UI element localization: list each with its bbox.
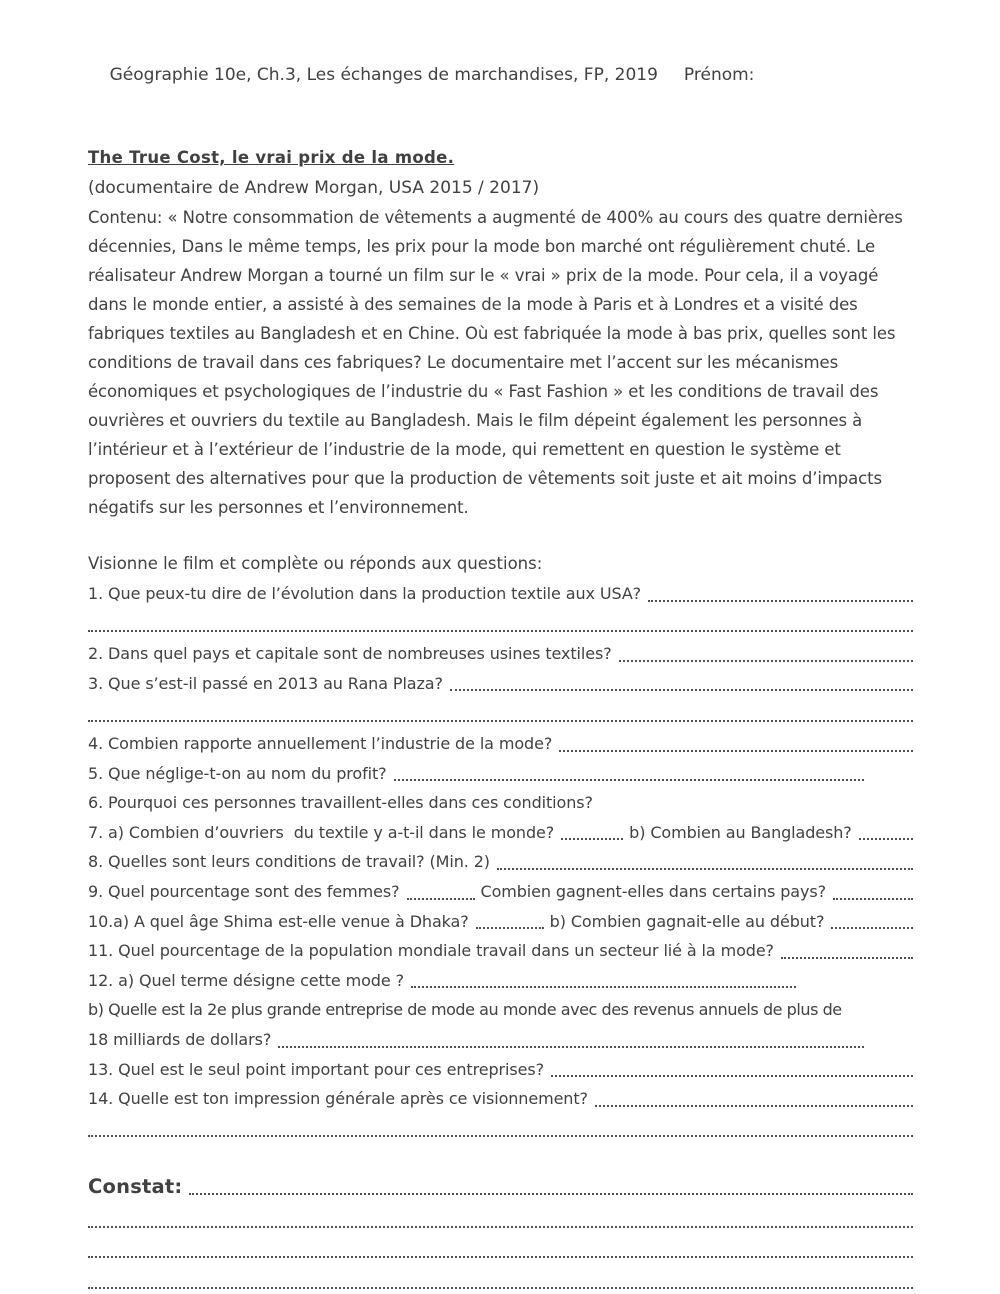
answer-blank-q5 <box>394 779 864 781</box>
film-title: The True Cost, le vrai prix de la mode. <box>88 148 455 167</box>
question-3 <box>88 669 914 699</box>
question-12b-text-continued: 18 milliards de dollars? <box>88 1029 272 1049</box>
film-description: Contenu: « Notre consommation de vêtements a augmenté de 400% au cours des quatre dernières décennies, Dans le même temps, les prix pour la mode bon marché ont régulièrement chuté. Le réalisateur Andrew Morgan a tourné un film sur le « vrai » prix de la mode. Pour cela, il a voyagé dans le monde entier, a assisté à des semaines de la mode à Paris et à Londres et a visité des fabriques textiles au Bangladesh et en Chine. Où est fabriquée la mode à bas prix, quelles sont les conditions de travail dans ces fabriques? Le documentaire met l’accent sur les mécanismes économiques et psychologiques de l’industrie du « Fast Fashion » et les conditions de travail des ouvrières et ouvriers du textile au Bangladesh. Mais le film dépeint également les personnes à l’intérieur et à l’extérieur de l’industrie de la mode, qui remettent en question le système et proposent des alternatives pour que la production de vêtements soit juste et ait moins d’impacts négatifs sur les personnes et l’environnement. <box>88 208 903 517</box>
constat-line-3 <box>88 1265 914 1294</box>
answer-blank-q13 <box>551 1075 913 1077</box>
answer-line-q14 <box>88 1114 914 1145</box>
constat-blank-line-3 <box>88 1287 913 1289</box>
question-6 <box>88 788 914 818</box>
question-4-text: 4. Combien rapporte annuellement l’industrie de la mode? <box>88 733 553 753</box>
question-10 <box>88 907 914 937</box>
answer-blank-q3 <box>450 689 913 691</box>
question-2-text: 2. Dans quel pays et capitale sont de nombreuses usines textiles? <box>88 644 612 664</box>
question-11 <box>88 936 914 966</box>
question-7a-text: 7. a) Combien d’ouvriers du textile y a-t-il dans le monde? <box>88 822 555 842</box>
question-5 <box>88 759 914 789</box>
answer-blank-q11 <box>781 957 913 959</box>
answer-blank-q8 <box>497 868 913 870</box>
question-9b-text: Combien gagnent-elles dans certains pays? <box>480 881 826 901</box>
question-1-text: 1. Que peux-tu dire de l’évolution dans la production textile aux USA? <box>88 584 642 603</box>
answer-blank-q2 <box>619 660 913 662</box>
answer-blank-q12b <box>278 1046 864 1048</box>
question-2 <box>88 639 914 669</box>
question-1 <box>88 579 914 609</box>
question-12b-line1 <box>88 995 914 1025</box>
answer-blank-q9b <box>833 898 913 900</box>
answer-blank-q1-continued <box>88 630 913 632</box>
constat-line-1 <box>88 1204 914 1235</box>
answer-blank-q7b <box>859 838 913 840</box>
answer-blank-q3-continued <box>88 720 913 722</box>
question-9 <box>88 877 914 907</box>
question-6-text: 6. Pourquoi ces personnes travaillent-elles dans ces conditions? <box>88 793 593 813</box>
question-12a-text: 12. a) Quel terme désigne cette mode ? <box>88 970 404 990</box>
answer-blank-q14-continued <box>88 1135 913 1137</box>
question-14-text: 14. Quelle est ton impression générale après ce visionnement? <box>88 1089 588 1109</box>
question-8 <box>88 847 914 877</box>
film-subtitle: (documentaire de Andrew Morgan, USA 2015 / 2017) <box>88 178 540 198</box>
constat-line-2 <box>88 1235 914 1266</box>
question-12b-text: b) Quelle est la 2e plus grande entreprise de mode au monde avec des revenus annuels de plus de <box>88 1000 842 1020</box>
question-11-text: 11. Quel pourcentage de la population mondiale travail dans un secteur lié à la mode? <box>88 941 774 961</box>
question-7b-text: b) Combien au Bangladesh? <box>629 822 852 842</box>
questions-section <box>88 579 914 1144</box>
question-9a-text: 9. Quel pourcentage sont des femmes? <box>88 881 400 901</box>
constat-blank-line-2 <box>88 1256 913 1258</box>
question-12a <box>88 966 914 996</box>
constat-section <box>88 1170 914 1204</box>
question-5-text: 5. Que néglige-t-on au nom du profit? <box>88 763 387 783</box>
answer-line-q3 <box>88 698 914 729</box>
question-10b-text: b) Combien gagnait-elle au début? <box>549 911 825 931</box>
instructions-text: Visionne le film et complète ou réponds aux questions: <box>88 554 543 573</box>
constat-answer-blank <box>189 1193 913 1195</box>
question-13 <box>88 1055 914 1085</box>
question-14 <box>88 1084 914 1114</box>
question-8-text: 8. Quelles sont leurs conditions de travail? (Min. 2) <box>88 852 490 872</box>
answer-blank-q9a <box>407 898 475 900</box>
question-3-text: 3. Que s’est-il passé en 2013 au Rana Plaza? <box>88 673 443 693</box>
answer-blank-q12a <box>411 986 796 988</box>
question-10a-text: 10.a) A quel âge Shima est-elle venue à Dhaka? <box>88 911 469 931</box>
question-4 <box>88 729 914 759</box>
answer-blank-q14 <box>595 1105 913 1107</box>
course-info: Géographie 10e, Ch.3, Les échanges de marchandises, FP, 2019 <box>109 65 658 85</box>
answer-blank-q7a <box>561 838 623 840</box>
answer-blank-q10b <box>831 927 913 929</box>
question-12b-line2 <box>88 1025 914 1055</box>
answer-blank-q10a <box>476 927 544 929</box>
answer-blank-q1 <box>648 600 913 602</box>
prenom-label: Prénom: <box>683 65 755 85</box>
constat-blank-line-1 <box>88 1226 913 1228</box>
constat-label: Constat: <box>88 1175 183 1199</box>
question-13-text: 13. Quel est le seul point important pour ces entreprises? <box>88 1059 544 1079</box>
document-header <box>88 30 914 120</box>
answer-line-q1 <box>88 609 914 640</box>
answer-blank-q4 <box>559 750 913 752</box>
question-7 <box>88 818 914 848</box>
